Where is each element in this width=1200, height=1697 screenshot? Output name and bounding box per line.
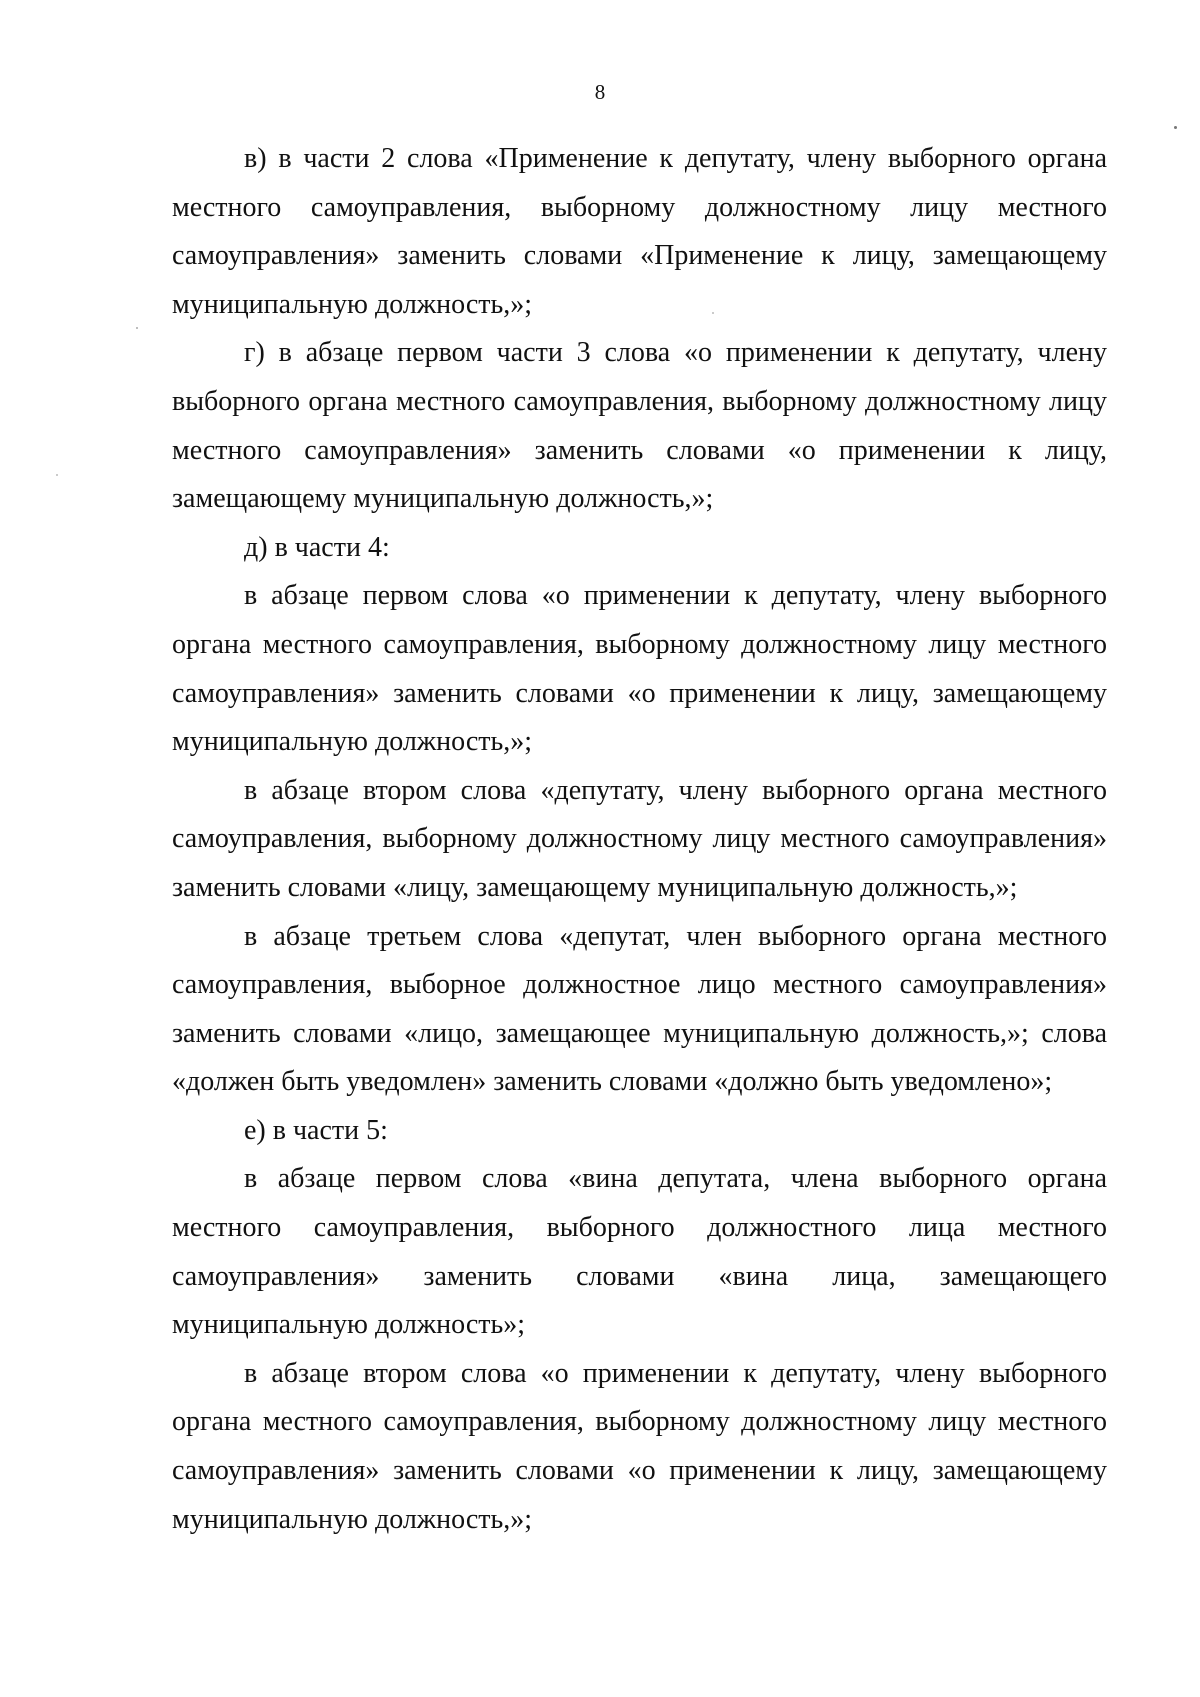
paragraph-d-second: в абзаце втором слова «депутату, члену выборного органа местного самоуправления, выборному должностному лицу местного самоуправления» заменить словами «лицу, замещающему муниципальную должность,»; [172, 774, 1107, 903]
paragraph-e-first: в абзаце первом слова «вина депутата, члена выборного органа местного самоуправления, выборного должностного лица местного самоуправления» заменить словами «вина лица, замещающего муниципальную должность»; [172, 1163, 1107, 1341]
paragraph-d-heading: д) в части 4: [244, 531, 390, 563]
document-body [172, 135, 1107, 1544]
scan-speck [136, 327, 138, 329]
scan-speck [56, 474, 58, 476]
scan-speck [1174, 126, 1177, 129]
paragraph-d-third: в абзаце третьем слова «депутат, член выборного органа местного самоуправления, выборное должностное лицо местного самоуправления» заменить словами «лицо, замещающее муниципальную должность,»; слова «должен быть уведомлен» заменить словами «должно быть уведомлено»; [172, 920, 1107, 1098]
paragraph-g: г) в абзаце первом части 3 слова «о применении к депутату, члену выборного органа местного самоуправления, выборному должностному лицу местного самоуправления» заменить словами «о применении к лицу, замещающему муниципальную должность,»; [172, 337, 1107, 515]
paragraph-e-second: в абзаце втором слова «о применении к депутату, члену выборного органа местного самоуправления, выборному должностному лицу местного самоуправления» заменить словами «о применении к лицу, замещающему муниципальную должность,»; [172, 1357, 1107, 1535]
paragraph-d-first: в абзаце первом слова «о применении к депутату, члену выборного органа местного самоуправления, выборному должностному лицу местного самоуправления» заменить словами «о применении к лицу, замещающему муниципальную должность,»; [172, 580, 1107, 758]
paragraph-v: в) в части 2 слова «Применение к депутату, члену выборного органа местного самоуправления, выборному должностному лицу местного самоуправления» заменить словами «Применение к лицу, замещающему муниципальную должность,»; [172, 143, 1107, 320]
scan-speck [712, 312, 714, 314]
page-number: 8 [594, 80, 606, 104]
paragraph-e-heading: е) в части 5: [244, 1114, 388, 1146]
